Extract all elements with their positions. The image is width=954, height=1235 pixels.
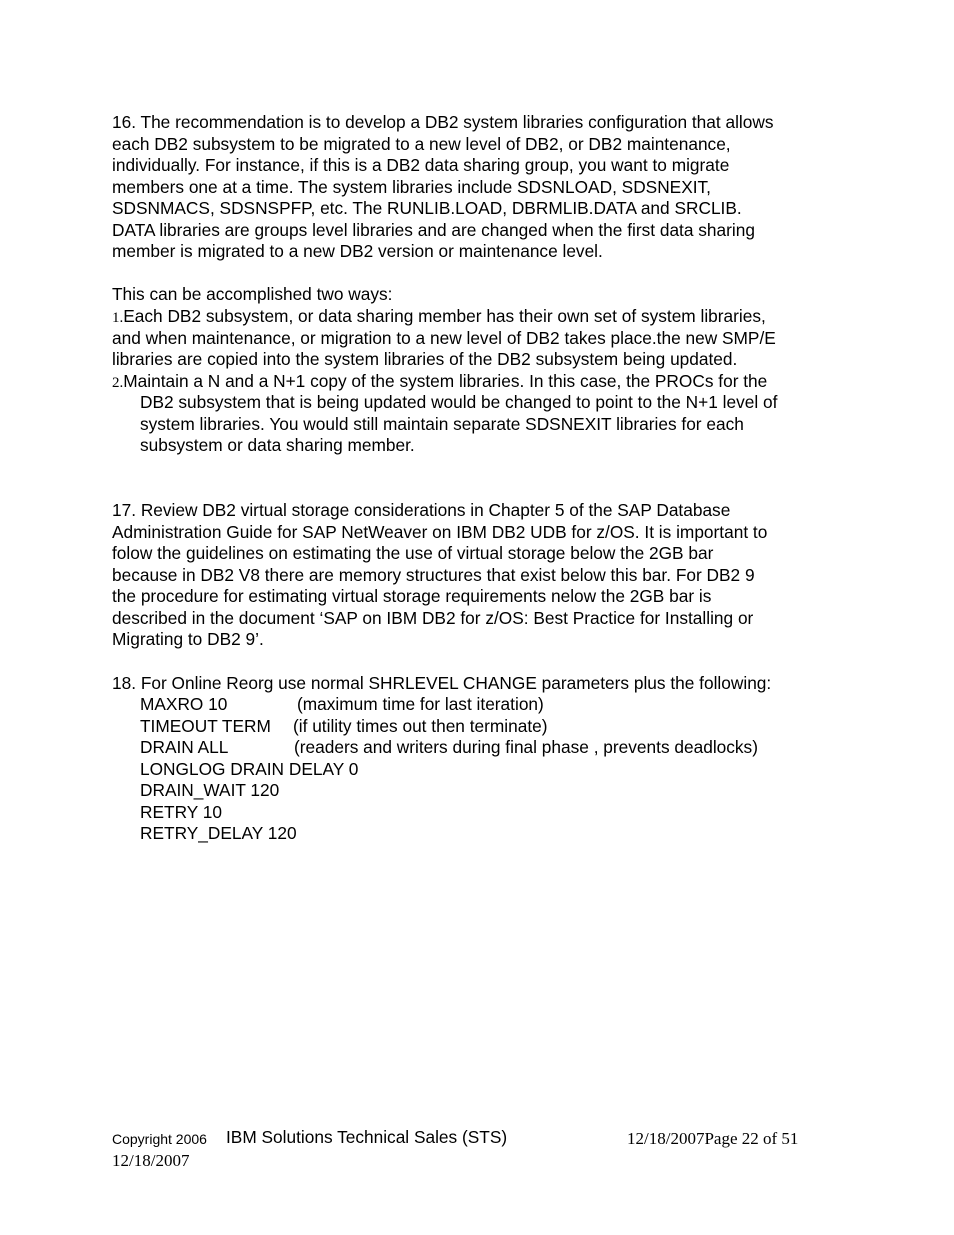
item16-line-6: DATA libraries are groups level libraries and are changed when the first data sharing [112,220,755,240]
item17-line-4: because in DB2 V8 there are memory structures that exist below this bar. For DB2 9 [112,565,755,585]
option-key-drain-wait: DRAIN_WAIT 120 [140,780,280,800]
item16-line-3: individually. For instance, if this is a DB2 data sharing group, you want to migrate [112,155,730,175]
way2-text-1: Maintain a N and a N+1 copy of the system libraries. In this case, the PROCs for the [123,371,768,391]
footer-line-1 [112,1128,207,1150]
footer-page-info: 12/18/2007Page 22 of 51 [627,1129,799,1148]
item17-line-1: 17. Review DB2 virtual storage considerations in Chapter 5 of the SAP Database [112,500,731,520]
way1-line-2: and when maintenance, or migration to a new level of DB2 takes place.the new SMP/E [112,328,776,348]
option-desc-maxro: (maximum time for last iteration) [297,694,544,714]
option-key-retry: RETRY 10 [140,802,222,822]
option-key-drain: DRAIN ALL [140,737,229,757]
way2-number: 2. [112,375,124,391]
footer-org: IBM Solutions Technical Sales (STS) [226,1127,508,1147]
option-key-retry-delay: RETRY_DELAY 120 [140,823,297,843]
item18-intro: 18. For Online Reorg use normal SHRLEVEL CHANGE parameters plus the following: [112,673,772,693]
footer-date: 12/18/2007 [112,1151,190,1170]
option-key-longlog: LONGLOG DRAIN DELAY 0 [140,759,359,779]
item17-line-6: described in the document ‘SAP on IBM DB2 for z/OS: Best Practice for Installing or [112,608,754,628]
item17-line-2: Administration Guide for SAP NetWeaver on IBM DB2 UDB for z/OS. It is important to [112,522,768,542]
way1-number: 1. [112,310,124,326]
way1-line-3: libraries are copied into the system libraries of the DB2 subsystem being updated. [112,349,738,369]
item16-line-2: each DB2 subsystem to be migrated to a new level of DB2, or DB2 maintenance, [112,134,731,154]
item16-intro: This can be accomplished two ways: [112,284,393,304]
item16-line-1: 16. The recommendation is to develop a DB2 system libraries configuration that allows [112,112,774,132]
item17-line-7: Migrating to DB2 9’. [112,629,264,649]
option-key-timeout: TIMEOUT TERM [140,716,271,736]
footer-copyright: Copyright 2006 [112,1131,207,1147]
option-desc-timeout: (if utility times out then terminate) [293,716,548,736]
item17-line-3: folow the guidelines on estimating the use of virtual storage below the 2GB bar [112,543,714,563]
item16-line-5: SDSNMACS, SDSNSPFP, etc. The RUNLIB.LOAD, DBRMLIB.DATA and SRCLIB. [112,198,742,218]
option-desc-drain: (readers and writers during final phase , prevents deadlocks) [294,737,758,757]
way2-line-3: system libraries. You would still maintain separate SDSNEXIT libraries for each [140,414,744,434]
way2-line-4: subsystem or data sharing member. [140,435,415,455]
option-key-maxro: MAXRO 10 [140,694,228,714]
item17-line-5: the procedure for estimating virtual storage requirements nelow the 2GB bar is [112,586,712,606]
item16-line-4: members one at a time. The system libraries include SDSNLOAD, SDSNEXIT, [112,177,711,197]
way2-line-2: DB2 subsystem that is being updated would be changed to point to the N+1 level of [140,392,778,412]
item16-line-7: member is migrated to a new DB2 version or maintenance level. [112,241,603,261]
way2-line-1 [112,371,767,394]
way1-text-1: Each DB2 subsystem, or data sharing member has their own set of system libraries, [123,306,766,326]
way1-line-1 [112,306,766,329]
